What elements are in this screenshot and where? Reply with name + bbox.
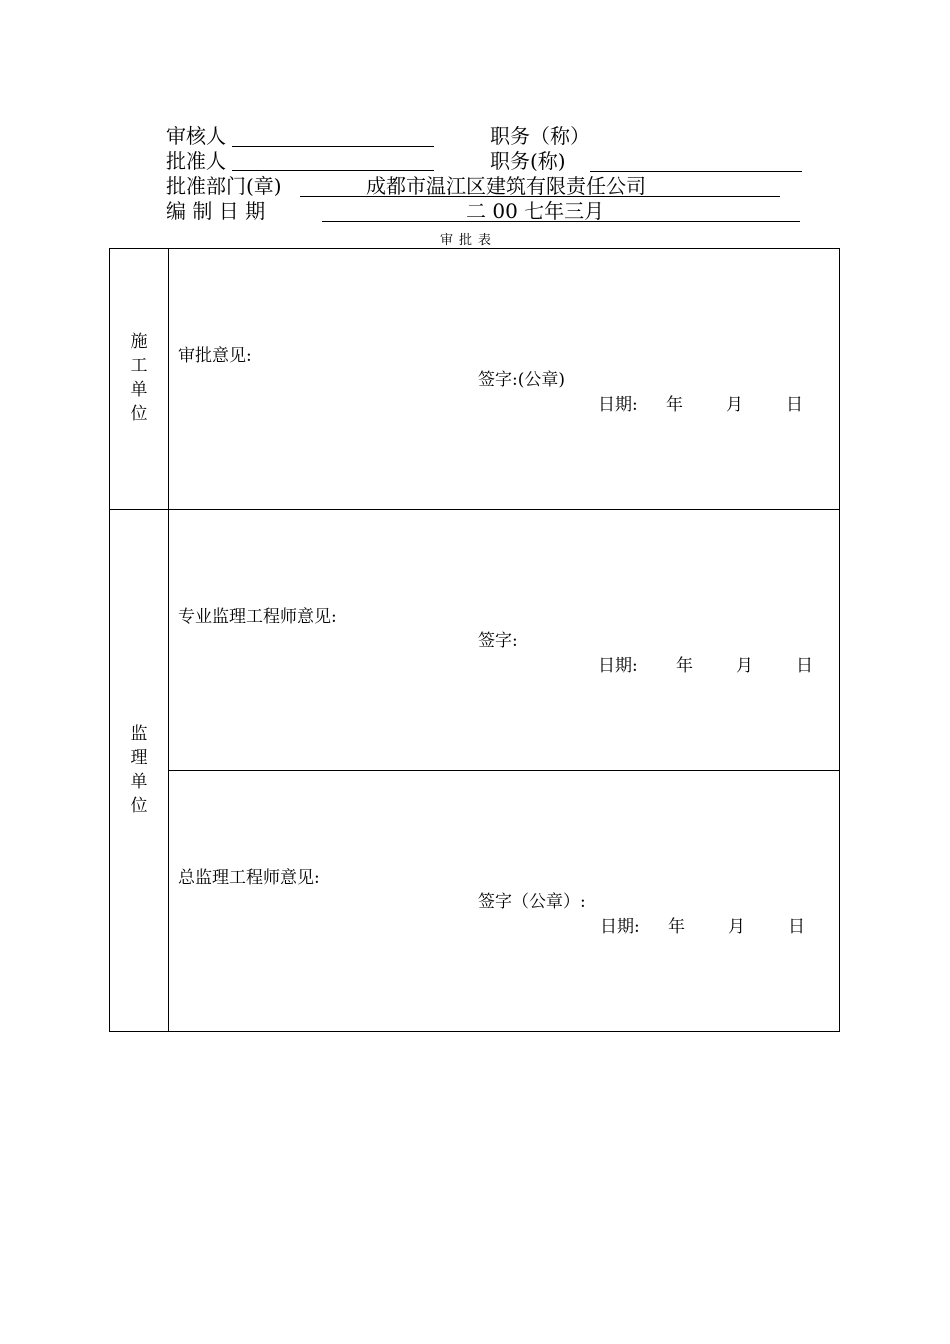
dept-value: 成都市温江区建筑有限责任公司	[366, 174, 646, 198]
approver-blank-line[interactable]	[232, 170, 434, 171]
table-row-divider-1	[109, 509, 839, 510]
dept-label: 批准部门(章)	[166, 174, 282, 198]
approval-opinion-label: 审批意见:	[178, 346, 252, 366]
chief-date-row: 日期: 年 月 日	[600, 917, 805, 937]
construction-unit-label: 施 工 单 位	[130, 332, 148, 424]
reviewer-title-label: 职务（称）	[490, 124, 590, 148]
approver-title-label: 职务(称)	[490, 149, 566, 173]
approver-label: 批准人	[166, 149, 226, 173]
table-title: 审批表	[440, 233, 498, 248]
engineer-signature-label: 签字:	[478, 631, 518, 651]
approver-title-blank-line[interactable]	[590, 171, 802, 172]
engineer-opinion-label: 专业监理工程师意见:	[178, 607, 337, 627]
engineer-date-row: 日期: 年 月 日	[598, 656, 813, 676]
table-row-divider-2	[168, 770, 839, 771]
chief-opinion-label: 总监理工程师意见:	[178, 868, 320, 888]
construction-signature-label: 签字:(公章)	[478, 370, 565, 390]
supervision-unit-label: 监 理 单 位	[130, 724, 148, 816]
chief-signature-label: 签字（公章）:	[478, 892, 586, 912]
date-label: 编 制 日 期	[166, 199, 266, 223]
construction-date-row: 日期: 年 月 日	[598, 395, 803, 415]
reviewer-blank-line[interactable]	[232, 146, 434, 147]
reviewer-label: 审核人	[166, 124, 226, 148]
table-column-divider	[168, 248, 169, 1031]
date-value: 二 00 七年三月	[466, 199, 605, 223]
